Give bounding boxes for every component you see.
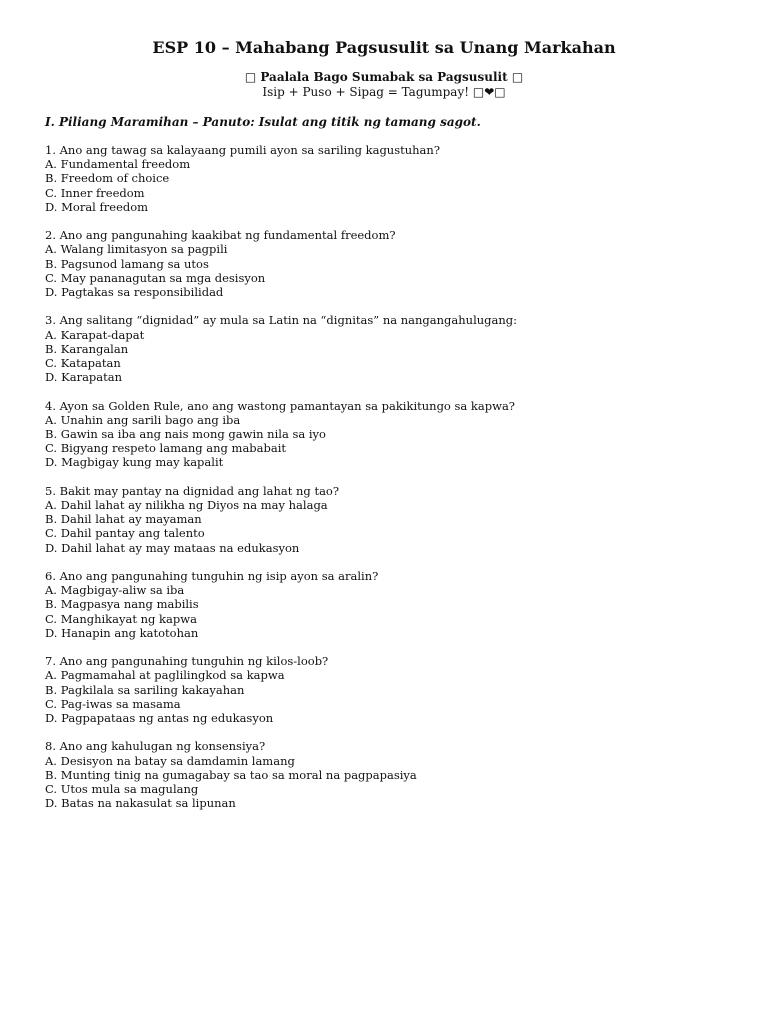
option-d: D. Dahil lahat ay may mataas na edukasyon — [45, 540, 300, 555]
option-a: A. Pagmamahal at paglilingkod sa kapwa — [45, 668, 285, 683]
option-c: C. Pag-iwas sa masama — [45, 696, 181, 711]
option-d: D. Magbigay kung may kapalit — [45, 455, 224, 470]
option-b: B. Dahil lahat ay mayaman — [45, 512, 202, 527]
question-text: 3. Ang salitang “dignidad” ay mula sa Latin na “dignitas” na nangangahulugang: — [45, 313, 518, 328]
option-d: D. Karapatan — [45, 370, 123, 385]
option-a: A. Fundamental freedom — [45, 157, 191, 172]
question-6 — [45, 569, 745, 640]
option-c: C. Katapatan — [45, 356, 121, 371]
question-5 — [45, 484, 745, 555]
option-a: A. Walang limitasyon sa pagpili — [45, 242, 228, 257]
option-c: C. May pananagutan sa mga desisyon — [45, 270, 266, 285]
option-a: A. Desisyon na batay sa damdamin lamang — [45, 753, 295, 768]
question-text: 8. Ano ang kahulugan ng konsensiya? — [45, 739, 266, 754]
exam-title: ESP 10 – Mahabang Pagsusulit sa Unang Markahan — [152, 38, 616, 57]
question-text: 1. Ano ang tawag sa kalayaang pumili ayon sa sariling kagustuhan? — [45, 143, 440, 157]
question-text: 4. Ayon sa Golden Rule, ano ang wastong pamantayan sa pakikitungo sa kapwa? — [45, 398, 515, 413]
option-b: B. Gawin sa iba ang nais mong gawin nila sa iyo — [45, 427, 326, 442]
option-b: B. Karangalan — [45, 341, 129, 356]
question-1 — [45, 143, 745, 214]
option-b: B. Munting tinig na gumagabay sa tao sa moral na pagpapasiya — [45, 767, 417, 782]
question-text: 5. Bakit may pantay na dignidad ang lahat ng tao? — [45, 483, 340, 498]
option-d: D. Batas na nakasulat sa lipunan — [45, 796, 236, 811]
option-b: B. Pagkilala sa sariling kakayahan — [45, 682, 245, 697]
option-c: C. Inner freedom — [45, 185, 145, 200]
question-7 — [45, 654, 745, 725]
question-list — [45, 143, 745, 825]
question-8 — [45, 739, 745, 810]
option-a: A. Dahil lahat ay nilikha ng Diyos na may halaga — [45, 498, 328, 513]
question-4 — [45, 399, 745, 470]
question-text: 2. Ano ang pangunahing kaakibat ng fundamental freedom? — [45, 228, 396, 243]
option-c: C. Dahil pantay ang talento — [45, 526, 205, 541]
option-b: B. Pagsunod lamang sa utos — [45, 256, 209, 271]
option-b: B. Magpasya nang mabilis — [45, 597, 199, 612]
option-d: D. Hanapin ang katotohan — [45, 625, 199, 640]
question-2 — [45, 228, 745, 299]
option-d: D. Pagtakas sa responsibilidad — [45, 285, 224, 300]
question-text: 7. Ano ang pangunahing tunguhin ng kilos-loob? — [45, 654, 329, 669]
option-d: D. Pagpapataas ng antas ng edukasyon — [45, 711, 274, 726]
option-c: C. Bigyang respeto lamang ang mababait — [45, 441, 287, 456]
reminder-heading: □ Paalala Bago Sumabak sa Pagsusulit □ — [244, 70, 524, 84]
question-text: 6. Ano ang pangunahing tunguhin ng isip ayon sa aralin? — [45, 569, 379, 584]
section-instruction: I. Piliang Maramihan – Panuto: Isulat ang titik ng tamang sagot. — [45, 115, 481, 129]
question-3 — [45, 313, 745, 384]
option-c: C. Utos mula sa magulang — [45, 782, 199, 797]
option-c: C. Manghikayat ng kapwa — [45, 611, 197, 626]
option-b: B. Freedom of choice — [45, 171, 170, 186]
option-a: A. Karapat-dapat — [45, 327, 145, 342]
option-d: D. Moral freedom — [45, 199, 149, 214]
option-a: A. Unahin ang sarili bago ang iba — [45, 412, 241, 427]
motto-line: Isip + Puso + Sipag = Tagumpay! □❤□ — [262, 85, 506, 99]
option-a: A. Magbigay-aliw sa iba — [45, 583, 185, 598]
